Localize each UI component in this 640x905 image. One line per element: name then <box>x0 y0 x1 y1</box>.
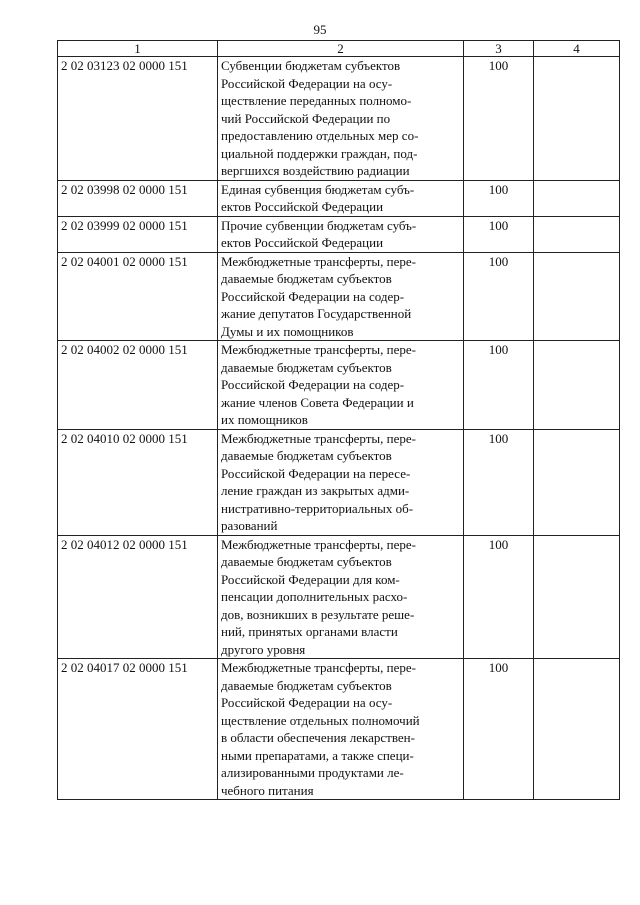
description-line: ществление переданных полномо- <box>221 93 412 108</box>
description-cell <box>218 659 464 800</box>
description-line: пенсации дополнительных расхо- <box>221 589 408 604</box>
description-line: Российской Федерации на содер- <box>221 288 405 304</box>
budget-code-cell: 2 02 04012 02 0000 151 <box>58 535 218 659</box>
description-line: жание членов Совета Федерации и <box>221 394 414 410</box>
description-line: даваемые бюджетам субъектов <box>221 359 392 375</box>
description-line: жание депутатов Государственной <box>221 306 412 321</box>
value-cell: 100 <box>464 180 534 216</box>
column-4-cell <box>534 429 620 535</box>
description-line: даваемые бюджетам субъектов <box>221 554 392 569</box>
column-4-cell <box>534 341 620 430</box>
description-line: дов, возникших в результате реше- <box>221 606 415 622</box>
description-line: ний, принятых органами власти <box>221 624 398 639</box>
column-4-cell <box>534 252 620 341</box>
description-line: нистративно-территориальных об- <box>221 500 414 516</box>
budget-code-cell: 2 02 04010 02 0000 151 <box>58 429 218 535</box>
budget-code-cell: 2 02 04001 02 0000 151 <box>58 252 218 341</box>
description-cell <box>218 252 464 341</box>
value-cell: 100 <box>464 341 534 430</box>
description-line: Российской Федерации на пересе- <box>221 465 411 481</box>
description-cell <box>218 429 464 535</box>
description-cell <box>218 180 464 216</box>
description-line: ализированными продуктами ле- <box>221 765 404 780</box>
budget-code-cell: 2 02 04017 02 0000 151 <box>58 659 218 800</box>
value-cell: 100 <box>464 659 534 800</box>
description-line: Межбюджетные трансферты, пере- <box>221 342 416 357</box>
description-line: их помощников <box>221 412 308 427</box>
description-line: ектов Российской Федерации <box>221 199 384 214</box>
table-row <box>58 252 620 341</box>
description-cell <box>218 216 464 252</box>
description-line: Единая субвенция бюджетам субъ- <box>221 181 415 197</box>
description-line: Российской Федерации на содер- <box>221 377 405 392</box>
value-cell: 100 <box>464 216 534 252</box>
budget-code-cell: 2 02 04002 02 0000 151 <box>58 341 218 430</box>
description-line: ществление отдельных полномочий <box>221 712 420 728</box>
column-4-cell <box>534 216 620 252</box>
description-line: Российской Федерации на осу- <box>221 695 393 710</box>
budget-code-cell: 2 02 03998 02 0000 151 <box>58 180 218 216</box>
description-line: даваемые бюджетам субъектов <box>221 271 392 286</box>
description-line: ление граждан из закрытых адми- <box>221 483 410 498</box>
description-line: другого уровня <box>221 641 306 657</box>
value-cell: 100 <box>464 252 534 341</box>
description-cell <box>218 535 464 659</box>
column-header-1: 1 <box>58 41 218 57</box>
description-line: вергшихся воздействию радиации <box>221 163 410 178</box>
description-line: циальной поддержки граждан, под- <box>221 145 418 161</box>
table-row <box>58 341 620 430</box>
page-number: 95 <box>313 22 327 37</box>
budget-classification-table <box>57 40 620 800</box>
value-cell: 100 <box>464 57 534 181</box>
description-cell <box>218 341 464 430</box>
column-header-4: 4 <box>534 41 620 57</box>
description-line: даваемые бюджетам субъектов <box>221 448 392 463</box>
description-line: Субвенции бюджетам субъектов <box>221 58 401 73</box>
description-line: Межбюджетные трансферты, пере- <box>221 536 416 552</box>
column-header-3: 3 <box>464 41 534 57</box>
table-row <box>58 429 620 535</box>
table-row <box>58 216 620 252</box>
description-line: разований <box>221 518 278 533</box>
description-line: чий Российской Федерации по <box>221 110 391 126</box>
column-4-cell <box>534 57 620 181</box>
table-row <box>58 180 620 216</box>
column-4-cell <box>534 535 620 659</box>
description-line: даваемые бюджетам субъектов <box>221 677 392 693</box>
column-4-cell <box>534 180 620 216</box>
table-body <box>58 57 620 800</box>
table-row <box>58 535 620 659</box>
description-line: Межбюджетные трансферты, пере- <box>221 660 416 675</box>
budget-code-cell: 2 02 03999 02 0000 151 <box>58 216 218 252</box>
value-cell: 100 <box>464 535 534 659</box>
description-line: ными препаратами, а также специ- <box>221 747 414 763</box>
description-line: ектов Российской Федерации <box>221 235 384 250</box>
description-line: в области обеспечения лекарствен- <box>221 730 415 745</box>
description-line: Межбюджетные трансферты, пере- <box>221 430 416 446</box>
table-row <box>58 57 620 181</box>
description-line: Думы и их помощников <box>221 323 354 339</box>
description-line: предоставлению отдельных мер со- <box>221 128 419 143</box>
description-line: Российской Федерации для ком- <box>221 571 400 587</box>
header-row <box>58 41 620 57</box>
description-line: Российской Федерации на осу- <box>221 75 393 91</box>
value-cell: 100 <box>464 429 534 535</box>
column-header-2: 2 <box>218 41 464 57</box>
description-line: чебного питания <box>221 782 314 798</box>
budget-code-cell: 2 02 03123 02 0000 151 <box>58 57 218 181</box>
description-line: Прочие субвенции бюджетам субъ- <box>221 217 417 233</box>
column-4-cell <box>534 659 620 800</box>
description-cell <box>218 57 464 181</box>
description-line: Межбюджетные трансферты, пере- <box>221 253 416 269</box>
table-row <box>58 659 620 800</box>
